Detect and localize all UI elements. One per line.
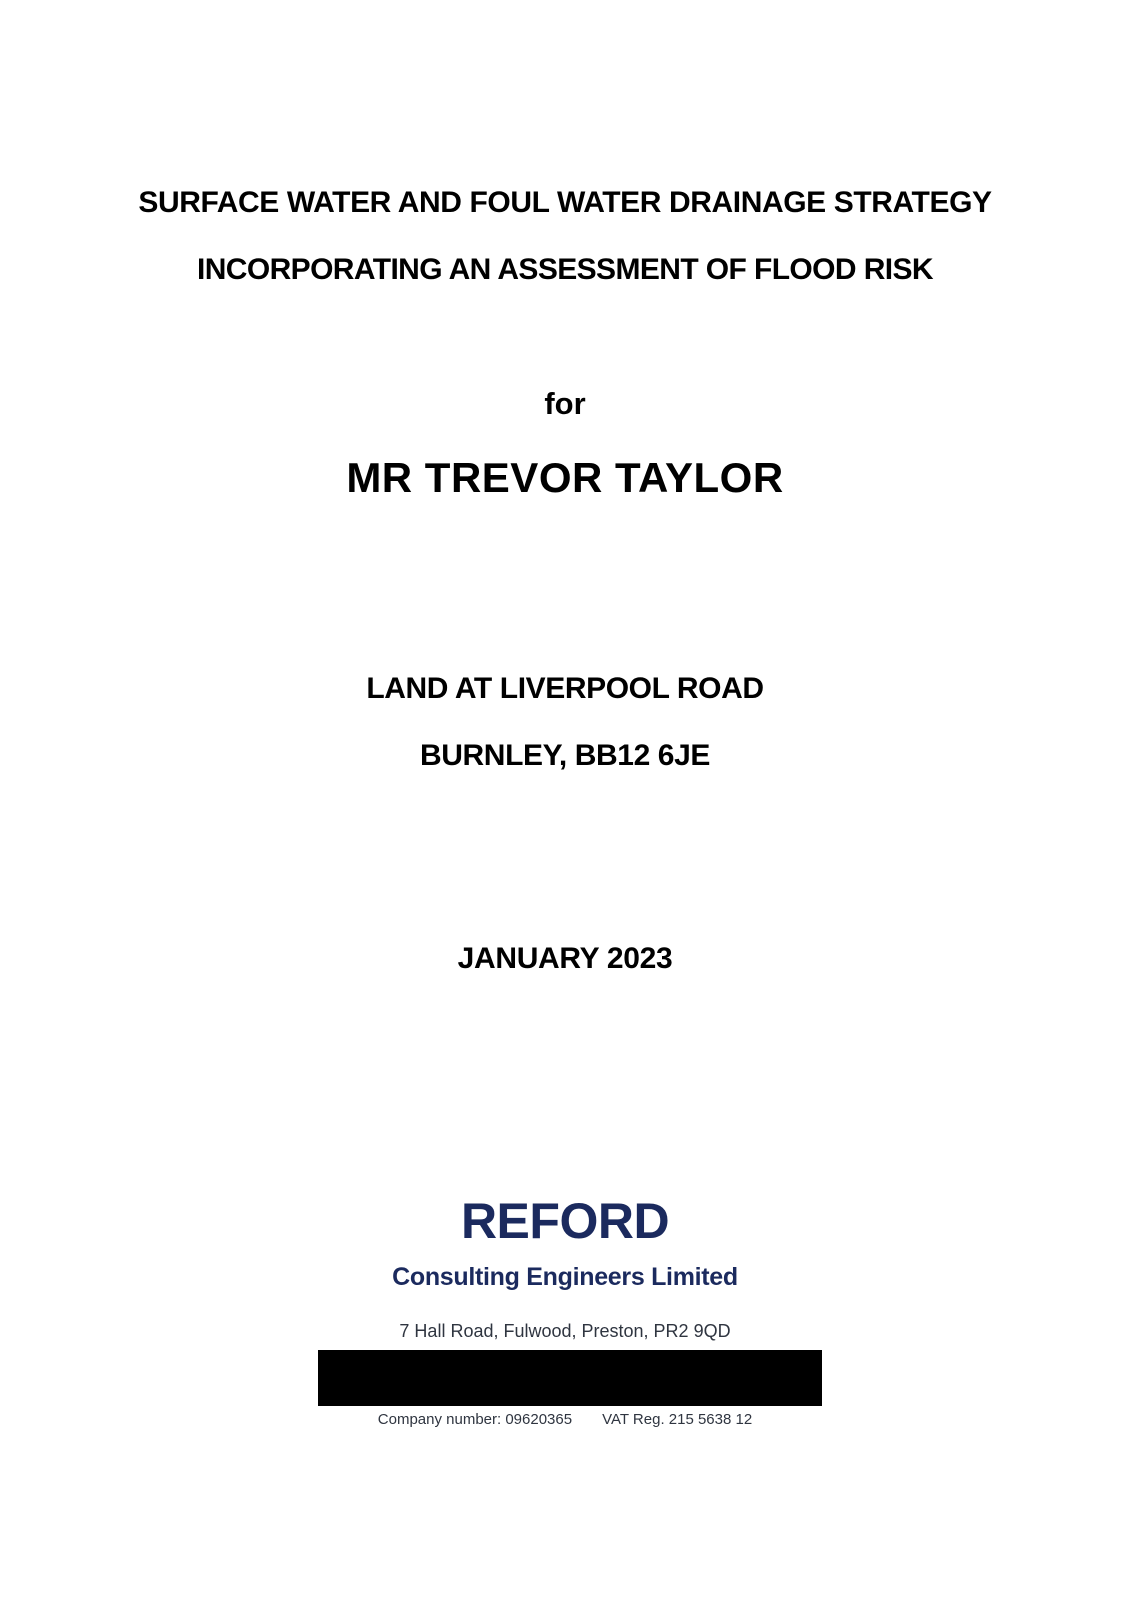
company-logo-name: REFORD xyxy=(460,1193,670,1249)
client-name: MR TREVOR TAYLOR xyxy=(346,454,784,501)
company-number: Company number: 09620365 xyxy=(377,1411,573,1428)
company-registration xyxy=(0,1412,1130,1427)
for-label: for xyxy=(544,386,586,421)
document-title-line-1: SURFACE WATER AND FOUL WATER DRAINAGE STRATEGY xyxy=(138,186,992,219)
company-address: 7 Hall Road, Fulwood, Preston, PR2 9QD xyxy=(399,1321,731,1341)
document-title-line-2: INCORPORATING AN ASSESSMENT OF FLOOD RISK xyxy=(197,253,933,286)
company-logo-subtitle: Consulting Engineers Limited xyxy=(392,1263,738,1291)
vat-registration: VAT Reg. 215 5638 12 xyxy=(602,1411,753,1428)
site-address-line-2: BURNLEY, BB12 6JE xyxy=(420,739,710,772)
document-date: JANUARY 2023 xyxy=(457,942,673,975)
site-address-line-1: LAND AT LIVERPOOL ROAD xyxy=(366,672,764,705)
redaction-bar xyxy=(318,1350,822,1406)
